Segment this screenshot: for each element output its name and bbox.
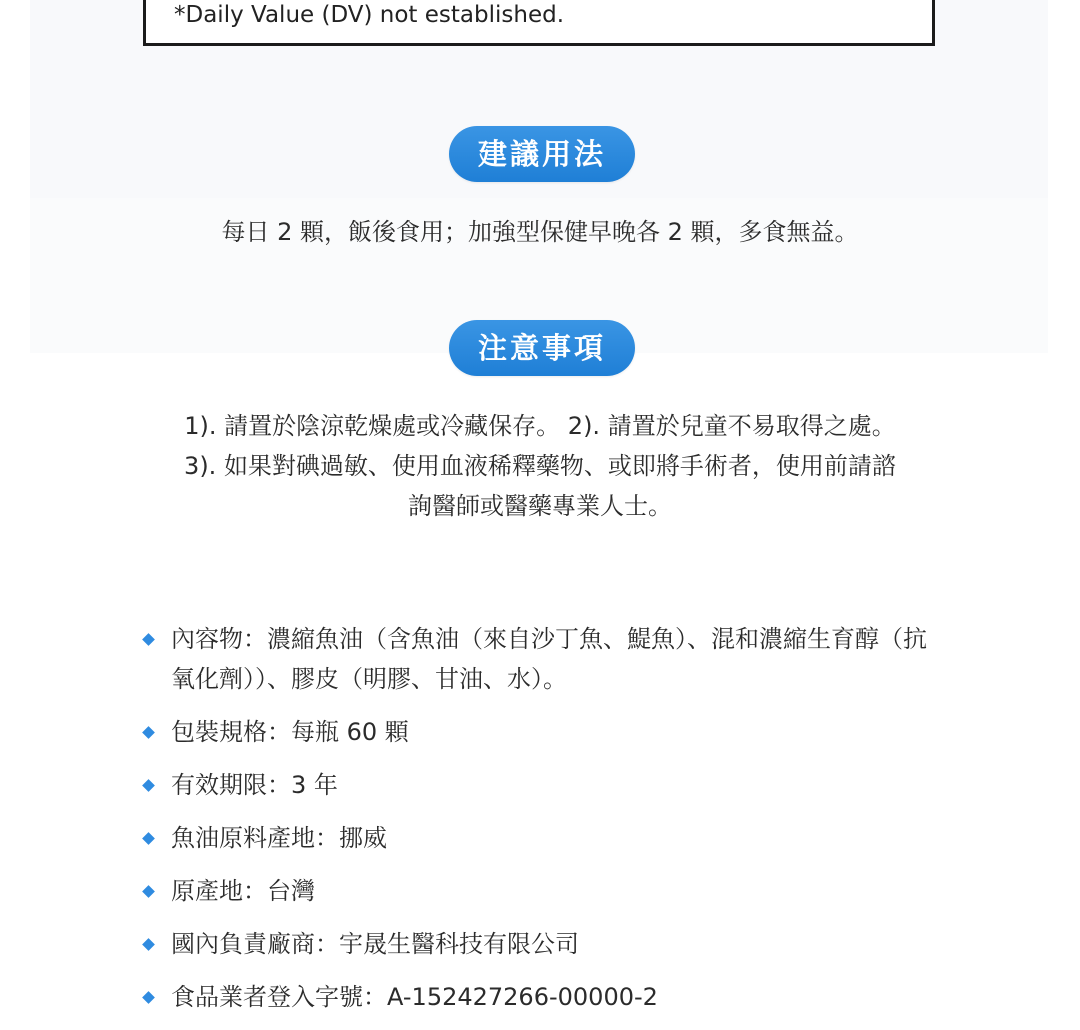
diamond-bullet-icon xyxy=(142,885,155,898)
spec-item-distributor xyxy=(140,924,940,964)
diamond-bullet-icon xyxy=(142,779,155,792)
spec-item-shelf-life xyxy=(140,765,940,805)
usage-text: 每日 2 顆，飯後食用；加強型保健早晚各 2 顆，多食無益。 xyxy=(221,218,859,246)
caution-title-badge: 注意事項 xyxy=(449,320,635,376)
caution-line: 3). 如果對碘過敏、使用血液稀釋藥物、或即將手術者，使用前請諮 xyxy=(184,452,896,480)
diamond-bullet-icon xyxy=(142,938,155,951)
spec-item-country-of-origin xyxy=(140,871,940,911)
daily-value-note: *Daily Value (DV) not established. xyxy=(174,2,565,28)
caution-line: 1). 請置於陰涼乾燥處或冷藏保存。 2). 請置於兒童不易取得之處。 xyxy=(184,412,896,440)
diamond-bullet-icon xyxy=(142,832,155,845)
caution-line: 詢醫師或醫藥專業人士。 xyxy=(408,492,672,520)
spec-text: 內容物：濃縮魚油（含魚油（來自沙丁魚、鯷魚）、混和濃縮生育醇（抗氧化劑））、膠皮（明膠、甘油、水）。 xyxy=(171,625,927,693)
diamond-bullet-icon xyxy=(142,991,155,1004)
diamond-bullet-icon xyxy=(142,726,155,739)
nutrition-facts-box xyxy=(143,0,935,46)
spec-text: 魚油原料產地：挪威 xyxy=(171,824,387,852)
spec-item-ingredients xyxy=(140,619,940,699)
spec-item-registration-number xyxy=(140,977,940,1017)
spec-text: 原產地：台灣 xyxy=(171,877,315,905)
spec-text: 包裝規格：每瓶 60 顆 xyxy=(171,718,409,746)
spec-text: 食品業者登入字號：A-152427266-00000-2 xyxy=(171,983,658,1011)
diamond-bullet-icon xyxy=(142,633,155,646)
spec-item-fish-oil-origin xyxy=(140,818,940,858)
product-spec-list xyxy=(140,619,940,1030)
usage-title-badge: 建議用法 xyxy=(449,126,635,182)
spec-item-package-size xyxy=(140,712,940,752)
spec-text: 國內負責廠商：宇晟生醫科技有限公司 xyxy=(171,930,579,958)
spec-text: 有效期限：3 年 xyxy=(171,771,338,799)
caution-text xyxy=(140,406,940,526)
